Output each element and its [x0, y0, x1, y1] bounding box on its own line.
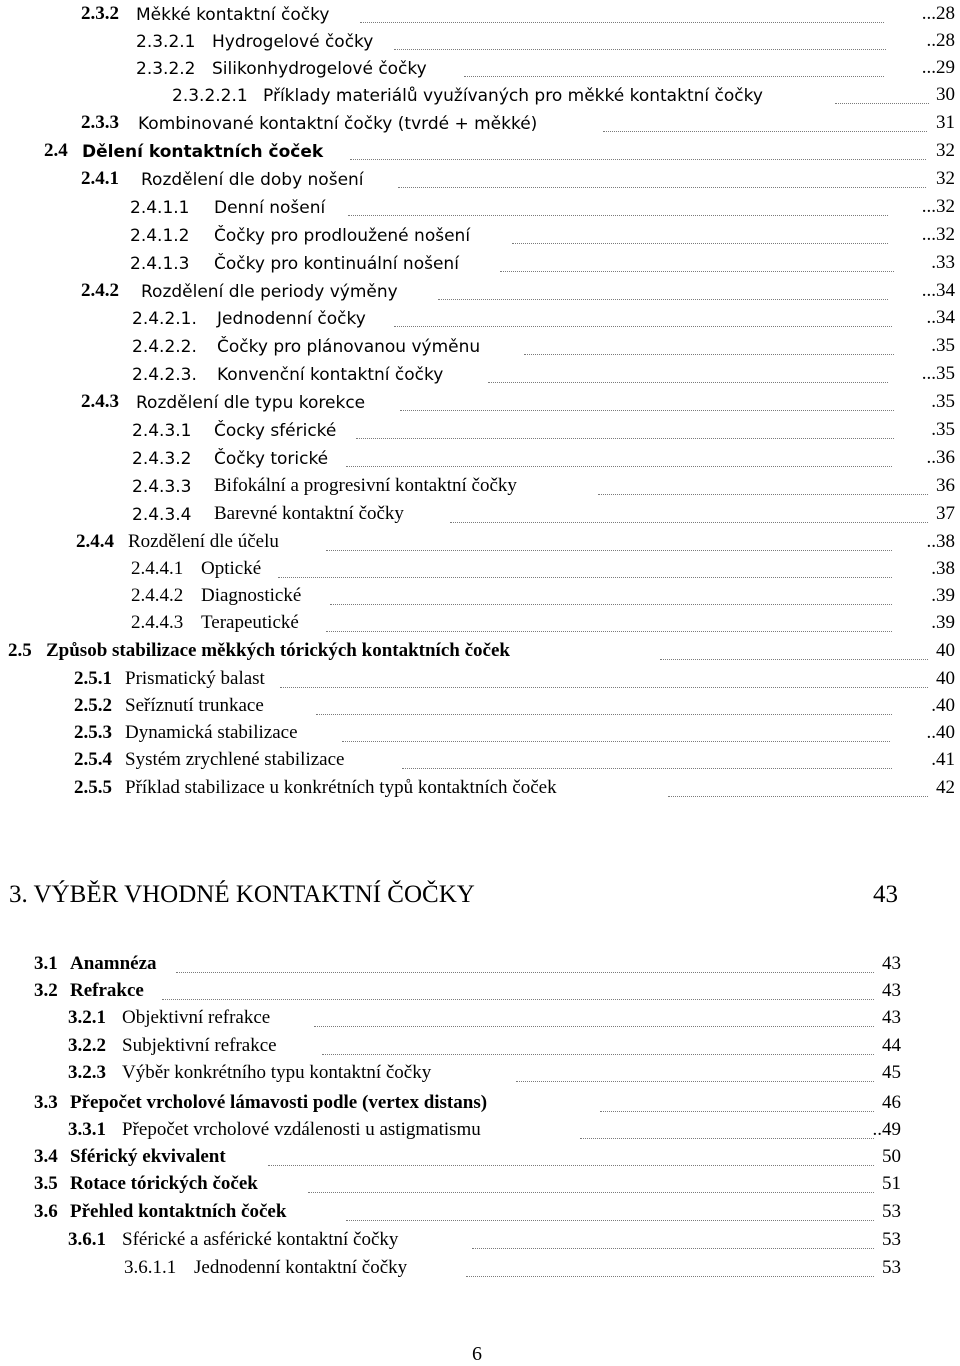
- entry-page: 53: [882, 1229, 901, 1250]
- entry-page: 51: [882, 1173, 901, 1194]
- entry-page: ...32: [921, 196, 955, 217]
- toc-entry[interactable]: [0, 1034, 960, 1061]
- dot-leader: [394, 49, 886, 50]
- entry-title: Sférické a asférické kontaktní čočky: [122, 1229, 399, 1250]
- toc-entry[interactable]: [0, 418, 960, 445]
- dot-leader: [472, 1248, 874, 1249]
- entry-number: 2.4.3.4: [132, 505, 192, 525]
- entry-page: ...34: [921, 280, 955, 301]
- toc-entry[interactable]: [0, 279, 960, 306]
- entry-page: 32: [936, 168, 955, 189]
- entry-page: 45: [882, 1062, 901, 1083]
- entry-number: 2.4.2.3.: [132, 365, 197, 385]
- entry-title: Příklad stabilizace u konkrétních typů kontaktních čoček: [125, 777, 557, 798]
- entry-title: Rozdělení dle doby nošení: [141, 170, 364, 190]
- toc-entry[interactable]: [0, 667, 960, 694]
- entry-title: Objektivní refrakce: [122, 1007, 271, 1028]
- toc-entry[interactable]: [0, 1172, 960, 1199]
- entry-title: Terapeutické: [201, 612, 299, 633]
- entry-title: Měkké kontaktní čočky: [136, 5, 330, 25]
- dot-leader: [330, 604, 892, 605]
- entry-page: 43: [882, 953, 901, 974]
- entry-page: .39: [931, 585, 955, 606]
- chapter-title: 3. VÝBĚR VHODNÉ KONTAKTNÍ ČOČKY: [9, 881, 475, 908]
- entry-number: 2.3.2.2.1: [172, 86, 248, 106]
- dot-leader: [316, 714, 892, 715]
- toc-entry[interactable]: [0, 721, 960, 748]
- entry-number: 2.4.3: [81, 391, 119, 412]
- toc-entry[interactable]: [0, 56, 960, 83]
- toc-entry[interactable]: [0, 694, 960, 721]
- entry-page: ..34: [926, 307, 955, 328]
- entry-title: Rozdělení dle typu korekce: [136, 393, 366, 413]
- entry-number: 2.4.1: [81, 168, 119, 189]
- dot-leader: [603, 131, 927, 132]
- dot-leader: [162, 999, 874, 1000]
- dot-leader: [450, 522, 928, 523]
- entry-page: 43: [882, 980, 901, 1001]
- toc-entry[interactable]: [0, 1256, 960, 1283]
- entry-title: Rozdělení dle účelu: [128, 531, 279, 552]
- toc-entry[interactable]: [0, 639, 960, 666]
- entry-title: Přepočet vrcholové vzdálenosti u astigmatismu: [122, 1119, 481, 1140]
- entry-page: 32: [936, 140, 955, 161]
- toc-entry[interactable]: [0, 2, 960, 29]
- entry-page: .40: [931, 695, 955, 716]
- entry-page: 53: [882, 1201, 901, 1222]
- toc-entry[interactable]: [0, 167, 960, 194]
- entry-page: 53: [882, 1257, 901, 1278]
- entry-title: Hydrogelové čočky: [212, 32, 374, 52]
- entry-title: Způsob stabilizace měkkých tórických kontaktních čoček: [46, 640, 510, 661]
- entry-page: 40: [936, 640, 955, 661]
- dot-leader: [346, 466, 892, 467]
- entry-title: Jednodenní čočky: [217, 309, 366, 329]
- entry-page: 40: [936, 668, 955, 689]
- toc-entry[interactable]: [0, 1145, 960, 1172]
- entry-number: 3.2.1: [68, 1007, 106, 1028]
- entry-title: Rozdělení dle periody výměny: [141, 282, 398, 302]
- dot-leader: [516, 1081, 874, 1082]
- entry-number: 3.3.1: [68, 1119, 106, 1140]
- dot-leader: [394, 326, 892, 327]
- entry-number: 2.4.3.1: [132, 421, 192, 441]
- entry-page: .39: [931, 612, 955, 633]
- dot-leader: [268, 1165, 874, 1166]
- entry-title: Dělení kontaktních čoček: [82, 142, 324, 162]
- dot-leader: [466, 1276, 874, 1277]
- toc-entry[interactable]: [0, 474, 960, 501]
- page-number: 6: [472, 1343, 482, 1365]
- entry-title: Konvenční kontaktní čočky: [217, 365, 444, 385]
- entry-number: 3.6.1: [68, 1229, 106, 1250]
- entry-page: 37: [936, 503, 955, 524]
- toc-entry[interactable]: [0, 1118, 960, 1145]
- entry-page: ..28: [926, 30, 955, 51]
- entry-title: Kombinované kontaktní čočky (tvrdé + měkké): [138, 114, 538, 134]
- toc-entry[interactable]: [0, 195, 960, 222]
- entry-title: Optické: [201, 558, 262, 579]
- entry-page: 31: [936, 112, 955, 133]
- entry-title: Přepočet vrcholové lámavosti podle (vertex distans): [70, 1092, 488, 1113]
- dot-leader: [438, 299, 888, 300]
- entry-title: Bifokální a progresivní kontaktní čočky: [214, 475, 517, 496]
- entry-title: Čočky pro kontinuální nošení: [214, 254, 459, 274]
- entry-number: 3.5: [34, 1173, 58, 1194]
- entry-title: Výběr konkrétního typu kontaktní čočky: [122, 1062, 432, 1083]
- entry-page: .41: [931, 749, 955, 770]
- entry-number: 2.4.1.1: [130, 198, 190, 218]
- entry-page: ..38: [926, 531, 955, 552]
- dot-leader: [668, 796, 928, 797]
- entry-title: Čocky sférické: [214, 421, 337, 441]
- entry-title: Anamnéza: [70, 953, 157, 974]
- dot-leader: [488, 382, 888, 383]
- entry-title: Barevné kontaktní čočky: [214, 503, 404, 524]
- toc-entry[interactable]: [0, 139, 960, 166]
- toc-entry[interactable]: [0, 1200, 960, 1227]
- dot-leader: [356, 438, 894, 439]
- toc-entry[interactable]: [0, 502, 960, 529]
- dot-leader: [308, 1192, 874, 1193]
- dot-leader: [598, 494, 928, 495]
- entry-page: ...28: [921, 3, 955, 24]
- entry-number: 2.5: [8, 640, 32, 661]
- toc-entry[interactable]: [0, 748, 960, 775]
- dot-leader: [322, 1054, 874, 1055]
- entry-title: Příklady materiálů využívaných pro měkké kontaktní čočky: [263, 86, 763, 106]
- dot-leader: [278, 577, 892, 578]
- entry-number: 2.4.1.3: [130, 254, 190, 274]
- entry-page: 42: [936, 777, 955, 798]
- entry-page: .35: [931, 391, 955, 412]
- entry-title: Silikonhydrogelové čočky: [212, 59, 427, 79]
- entry-number: 3.1: [34, 953, 58, 974]
- dot-leader: [346, 1220, 874, 1221]
- entry-number: 3.6: [34, 1201, 58, 1222]
- dot-leader: [402, 768, 892, 769]
- dot-leader: [326, 550, 892, 551]
- dot-leader: [464, 76, 884, 77]
- dot-leader: [512, 243, 888, 244]
- toc-entry[interactable]: [0, 979, 960, 1006]
- entry-number: 2.3.2.1: [136, 32, 196, 52]
- entry-title: Refrakce: [70, 980, 144, 1001]
- toc-entry[interactable]: [0, 306, 960, 333]
- entry-page: 44: [882, 1035, 901, 1056]
- toc-entry[interactable]: [0, 1061, 960, 1088]
- dot-leader: [398, 187, 926, 188]
- entry-number: 2.4.2: [81, 280, 119, 301]
- dot-leader: [342, 741, 890, 742]
- entry-page: ...29: [921, 57, 955, 78]
- entry-number: 2.5.3: [74, 722, 112, 743]
- entry-title: Diagnostické: [201, 585, 302, 606]
- entry-number: 3.2: [34, 980, 58, 1001]
- dot-leader: [326, 631, 892, 632]
- entry-number: 2.4: [44, 140, 68, 161]
- entry-page: ..40: [926, 722, 955, 743]
- dot-leader: [580, 1138, 874, 1139]
- entry-title: Jednodenní kontaktní čočky: [194, 1257, 408, 1278]
- entry-number: 3.3: [34, 1092, 58, 1113]
- toc-entry[interactable]: [0, 29, 960, 56]
- entry-page: 46: [882, 1092, 901, 1113]
- dot-leader: [400, 410, 894, 411]
- toc-entry[interactable]: [0, 952, 960, 979]
- entry-title: Čočky torické: [214, 449, 329, 469]
- entry-page: ...32: [921, 224, 955, 245]
- toc-entry[interactable]: [0, 83, 960, 110]
- entry-number: 2.4.4: [76, 531, 114, 552]
- toc-entry[interactable]: [0, 390, 960, 417]
- entry-number: 2.4.4.3: [131, 612, 184, 633]
- entry-number: 2.4.4.1: [131, 558, 184, 579]
- entry-page: .33: [931, 252, 955, 273]
- toc-entry[interactable]: [0, 557, 960, 584]
- dot-leader: [176, 972, 874, 973]
- toc-entry[interactable]: [0, 223, 960, 250]
- dot-leader: [660, 659, 928, 660]
- entry-number: 2.5.2: [74, 695, 112, 716]
- dot-leader: [500, 271, 894, 272]
- toc-entry[interactable]: [0, 1228, 960, 1255]
- entry-title: Prismatický balast: [125, 668, 265, 689]
- entry-number: 2.4.4.2: [131, 585, 184, 606]
- entry-number: 3.2.3: [68, 1062, 106, 1083]
- entry-number: 2.3.2.2: [136, 59, 196, 79]
- entry-title: Systém zrychlené stabilizace: [125, 749, 345, 770]
- entry-title: Čočky pro plánovanou výměnu: [217, 337, 481, 357]
- entry-number: 2.5.4: [74, 749, 112, 770]
- entry-number: 2.3.3: [81, 112, 119, 133]
- dot-leader: [360, 22, 884, 23]
- entry-number: 3.6.1.1: [124, 1257, 177, 1278]
- entry-number: 2.4.1.2: [130, 226, 190, 246]
- toc-entry[interactable]: [0, 111, 960, 138]
- entry-title: Sférický ekvivalent: [70, 1146, 226, 1167]
- dot-leader: [524, 354, 894, 355]
- toc-entry[interactable]: [0, 1006, 960, 1033]
- toc-entry[interactable]: [0, 362, 960, 389]
- entry-page: .35: [931, 419, 955, 440]
- entry-number: 2.5.5: [74, 777, 112, 798]
- entry-number: 2.3.2: [81, 3, 119, 24]
- toc-entry[interactable]: [0, 776, 960, 803]
- entry-page: 36: [936, 475, 955, 496]
- entry-number: 2.4.2.1.: [132, 309, 197, 329]
- toc-entry[interactable]: [0, 584, 960, 611]
- dot-leader: [280, 687, 928, 688]
- dot-leader: [348, 215, 888, 216]
- entry-number: 2.4.3.3: [132, 477, 192, 497]
- toc-entry[interactable]: [0, 611, 960, 638]
- toc-entry[interactable]: [0, 334, 960, 361]
- dot-leader: [350, 159, 926, 160]
- entry-page: 50: [882, 1146, 901, 1167]
- entry-page: 30: [936, 84, 955, 105]
- toc-entry[interactable]: [0, 530, 960, 557]
- entry-title: Subjektivní refrakce: [122, 1035, 277, 1056]
- entry-title: Přehled kontaktních čoček: [70, 1201, 287, 1222]
- entry-page: .35: [931, 335, 955, 356]
- toc-entry[interactable]: [0, 1091, 960, 1118]
- entry-page: ..36: [926, 447, 955, 468]
- entry-page: 43: [882, 1007, 901, 1028]
- entry-title: Čočky pro prodloužené nošení: [214, 226, 471, 246]
- entry-number: 2.5.1: [74, 668, 112, 689]
- entry-title: Dynamická stabilizace: [125, 722, 298, 743]
- dot-leader: [600, 1111, 874, 1112]
- dot-leader: [314, 1026, 874, 1027]
- chapter-page: 43: [873, 881, 898, 908]
- entry-number: 2.4.2.2.: [132, 337, 197, 357]
- entry-title: Seříznutí trunkace: [125, 695, 264, 716]
- entry-title: Rotace tórických čoček: [70, 1173, 258, 1194]
- entry-page: ..49: [872, 1119, 901, 1140]
- entry-page: .38: [931, 558, 955, 579]
- entry-page: ...35: [921, 363, 955, 384]
- toc-entry[interactable]: [0, 446, 960, 473]
- entry-number: 2.4.3.2: [132, 449, 192, 469]
- entry-number: 3.4: [34, 1146, 58, 1167]
- entry-number: 3.2.2: [68, 1035, 106, 1056]
- toc-entry[interactable]: [0, 251, 960, 278]
- entry-title: Denní nošení: [214, 198, 326, 218]
